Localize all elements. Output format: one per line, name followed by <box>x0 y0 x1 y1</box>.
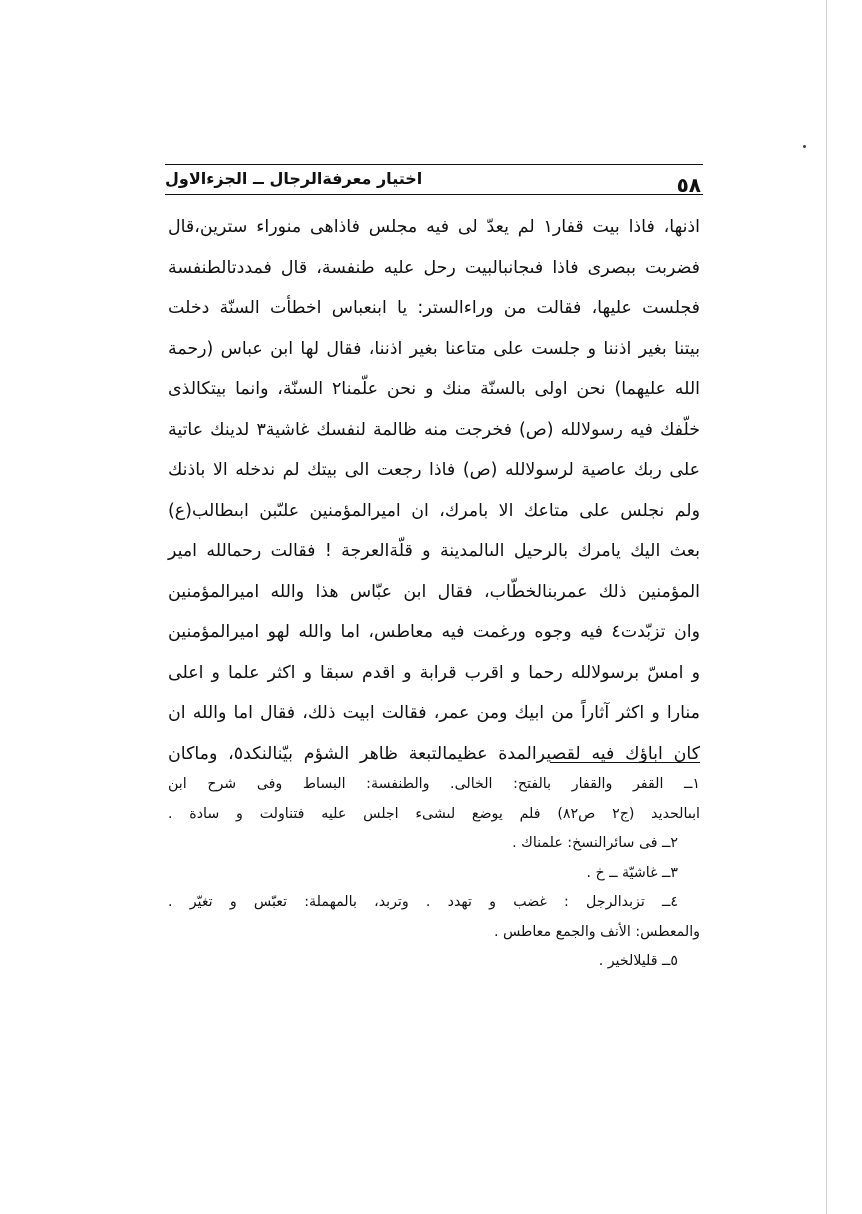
text-line: المؤمنين ذلك عمربنالخطّاب، فقال ابن عبّاس هذا والله اميرالمؤمنين <box>168 581 700 602</box>
footnote-line: ٣ــ غاشيّة ــ خ . <box>586 864 678 881</box>
footnotes <box>168 770 700 977</box>
text-line: الله عليهما) نحن اولى بالسنّة منك و نحن علّمنا٢ السنّة، وانما بيتكالذى <box>168 379 700 399</box>
text-line: بيتنا بغير اذننا و جلست على متاعنا بغير اذننا، فقال لها ابن عباس (رحمة <box>168 338 700 359</box>
footnote-line: ابىالحديد (ج٢ ص٨٢) فلم يوضع لىشىء اجلس عليه فتناولت و سادة . <box>168 805 700 822</box>
main-text <box>168 207 700 774</box>
text-line: و امسّ برسولالله رحما و اقرب قرابة و اقدم سبقا و اكثر علما و اعلى <box>168 662 700 683</box>
footnote-line: ٤ــ تزبدالرجل : غضب و تهدد . وتربد، بالمهملة: تعبّس و تغيّر . <box>168 894 678 910</box>
scan-edge-line <box>826 0 827 1214</box>
page-header <box>165 160 703 200</box>
footnote-line: ٢ــ فى سائرالنسخ: علمناك . <box>512 835 678 851</box>
text-line: كان اباؤك فيه لقصيرالمدة عظيمالتبعة ظاهر الشؤم بيّنالنكد٥، وماكان <box>168 743 700 764</box>
text-line: وان تزبّدت٤ فيه وجوه ورغمت فيه معاطس، اما والله لهو اميرالمؤمنين <box>168 622 700 642</box>
text-line: فضربت ببصرى فاذا فىجانبالبيت رحل عليه طنفسة، قال فمددتالطنفسة <box>168 257 700 278</box>
page-number: ٥٨ <box>676 173 701 197</box>
header-top-rule <box>165 164 703 165</box>
text-line: اذنها، فاذا بيت قفار١ لم يعدّ لى فيه مجلس فاذاهى منوراء سترين،قال <box>168 217 700 237</box>
text-line: فجلست عليها، فقالت من وراءالستر: يا ابنعباس اخطأت السنّة دخلت <box>168 298 700 318</box>
text-line: ولم نجلس على متاعك الا بامرك، ان اميرالمؤمنين علىّبن ابىطالب(ع) <box>168 500 700 521</box>
footnote-line: ٥ــ قليلالخير . <box>598 953 678 969</box>
header-bottom-rule <box>165 194 703 195</box>
running-title: اختيار معرفةالرجال ــ الجزءالاول <box>165 169 423 188</box>
text-line: على ربك عاصية لرسولالله (ص) فاذا رجعت الى بيتك لم ندخله الا باذنك <box>168 460 700 480</box>
text-line: بعث اليك يامرك بالرحيل الىالمدينة و قلّةالعرجة ! فقالت رحمالله امير <box>168 541 700 561</box>
footnote-line: والمعطس: الأنف والجمع معاطس . <box>493 923 700 940</box>
footnote-separator <box>550 762 700 763</box>
footnote-line: ١ــ القفر والقفار بالفتح: الخالى. والطنفسة: البساط وفى شرح ابن <box>168 776 700 792</box>
text-line: خلّفك فيه رسولالله (ص) فخرجت منه ظالمة لنفسك غاشية٣ لدينك عاتية <box>168 419 700 440</box>
scan-speck <box>803 145 806 148</box>
text-line: منارا و اكثر آثاراً من ابيك ومن عمر، فقالت ابيت ذلك، فقال اما والله ان <box>168 703 700 723</box>
